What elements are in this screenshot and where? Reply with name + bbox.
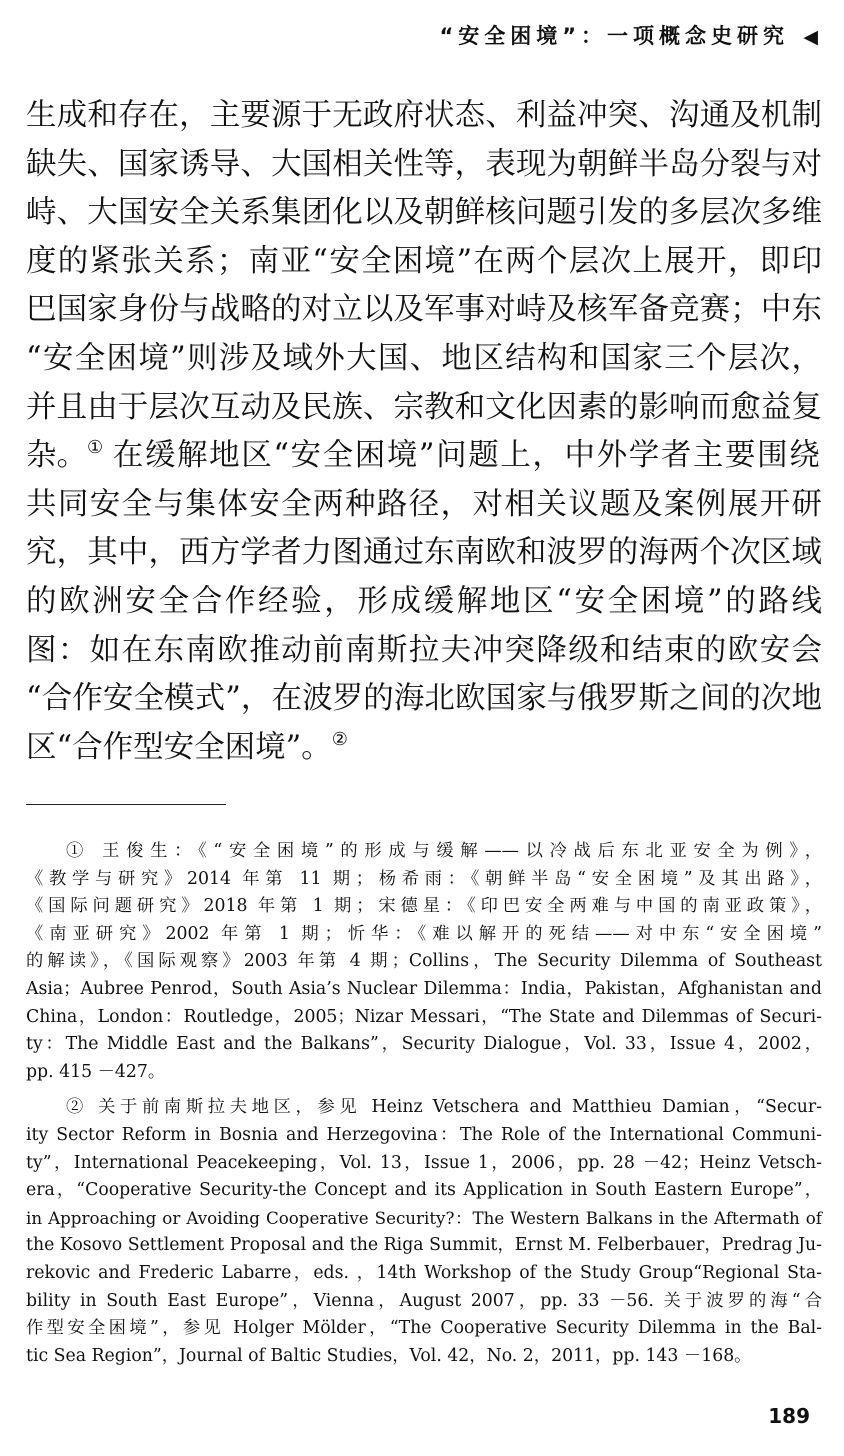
footnote-line: 作型安全困境”，参见 Holger Mölder，“The Cooperative Security Dilemma in the Bal- xyxy=(26,1318,822,1339)
text-line: 度的紧张关系；南亚“安全困境”在两个层次上展开，即印 xyxy=(26,243,822,279)
footnote-line: ty：The Middle East and the Balkans”，Security Dialogue，Vol. 33，Issue 4，2002， xyxy=(26,1034,822,1055)
text-line: “安全困境”则涉及域外大国、地区结构和国家三个层次， xyxy=(26,340,822,376)
footnote-1 xyxy=(26,838,822,1086)
footnote-ref-2[interactable]: ② xyxy=(331,728,348,750)
footnote-line: ② 关于前南斯拉夫地区，参见 Heinz Vetschera and Matthieu Damian，“Secur- xyxy=(66,1097,822,1118)
footnote-ref-1[interactable]: ① xyxy=(87,437,104,459)
footnote-line: in Approaching or Avoiding Cooperative Security?：The Western Balkans in the Aftermath of xyxy=(26,1207,822,1228)
main-text xyxy=(26,92,822,772)
text-line: 生成和存在，主要源于无政府状态、利益冲突、沟通及机制 xyxy=(26,98,822,133)
footnote-divider xyxy=(26,804,226,805)
text-line: 究，其中，西方学者力图通过东南欧和波罗的海两个次区域 xyxy=(26,535,822,571)
triangle-marker-icon: ◀ xyxy=(803,26,818,48)
text-line: 共同安全与集体安全两种路径，对相关议题及案例展开研 xyxy=(26,486,822,522)
text-line: 巴国家身份与战略的对立以及军事对峙及核军备竞赛；中东 xyxy=(26,292,822,328)
text-line: 缺失、国家诱导、大国相关性等，表现为朝鲜半岛分裂与对 xyxy=(26,146,822,182)
footnote-line: the Kosovo Settlement Proposal and the Riga Summit，Ernst M. Felberbauer，Predrag Ju- xyxy=(26,1235,822,1256)
footnote-line: rekovic and Frederic Labarre，eds. ，14th Workshop of the Study Group“Regional Sta- xyxy=(26,1262,822,1283)
footnote-line: 的解读》，《国际观察》2003 年第 4 期；Collins，The Security Dilemma of Southeast xyxy=(26,951,822,972)
text-line: 峙、大国安全关系集团化以及朝鲜核问题引发的多层次多维 xyxy=(26,195,822,231)
footnote-line: Asia；Aubree Penrod，South Asia’s Nuclear Dilemma：India，Pakistan，Afghanistan and xyxy=(26,978,822,999)
footnote-line: era，“Cooperative Security-the Concept and its Application in South Eastern Europe”， xyxy=(26,1180,822,1201)
running-header xyxy=(439,20,818,50)
text-line-with-ref xyxy=(26,724,822,773)
footnote-line: tic Sea Region”，Journal of Baltic Studies，Vol. 42，No. 2，2011，pp. 143 －168。 xyxy=(26,1345,752,1366)
footnote-line: ty”，International Peacekeeping，Vol. 13，Issue 1，2006，pp. 28 －42；Heinz Vetsch- xyxy=(26,1152,822,1173)
footnote-line: China，London：Routledge，2005；Nizar Messari，“The State and Dilemmas of Securi- xyxy=(26,1006,822,1027)
footnotes xyxy=(26,838,822,1378)
text-segment: 杂。 xyxy=(26,438,87,474)
footnote-2 xyxy=(26,1094,822,1370)
footnote-line: 《国际问题研究》2018 年第 1 期；宋德星：《印巴安全两难与中国的南亚政策》， xyxy=(26,896,822,917)
text-line: 的欧洲安全合作经验，形成缓解地区“安全困境”的路线 xyxy=(26,583,822,619)
running-title: “安全困境”：一项概念史研究 xyxy=(439,24,790,48)
footnote-line: pp. 415 －427。 xyxy=(26,1061,166,1082)
text-line: 图：如在东南欧推动前南斯拉夫冲突降级和结束的欧安会 xyxy=(26,632,822,668)
text-segment: 在缓解地区“安全困境”问题上，中外学者主要围绕 xyxy=(112,438,822,474)
footnote-line: ① 王俊生：《“安全困境”的形成与缓解——以冷战后东北亚安全为例》， xyxy=(66,841,822,861)
text-segment: 区“合作型安全困境”。 xyxy=(26,729,332,765)
footnote-line: 《教学与研究》2014 年第 11 期；杨希雨：《朝鲜半岛“安全困境”及其出路》， xyxy=(26,868,822,889)
footnote-line: bility in South East Europe”，Vienna，August 2007，pp. 33 －56. 关于波罗的海“合 xyxy=(26,1290,822,1311)
footnote-line: ity Sector Reform in Bosnia and Herzegovina：The Role of the International Communi- xyxy=(26,1124,822,1145)
text-line: 并且由于层次互动及民族、宗教和文化因素的影响而愈益复 xyxy=(26,389,822,425)
footnote-line: 《南亚研究》2002 年第 1 期；忻华：《难以解开的死结——对中东“安全困境” xyxy=(26,923,822,944)
text-line-with-ref xyxy=(26,432,822,481)
text-line: “合作安全模式”，在波罗的海北欧国家与俄罗斯之间的次地 xyxy=(26,681,822,717)
page-number: 189 xyxy=(768,1404,810,1428)
